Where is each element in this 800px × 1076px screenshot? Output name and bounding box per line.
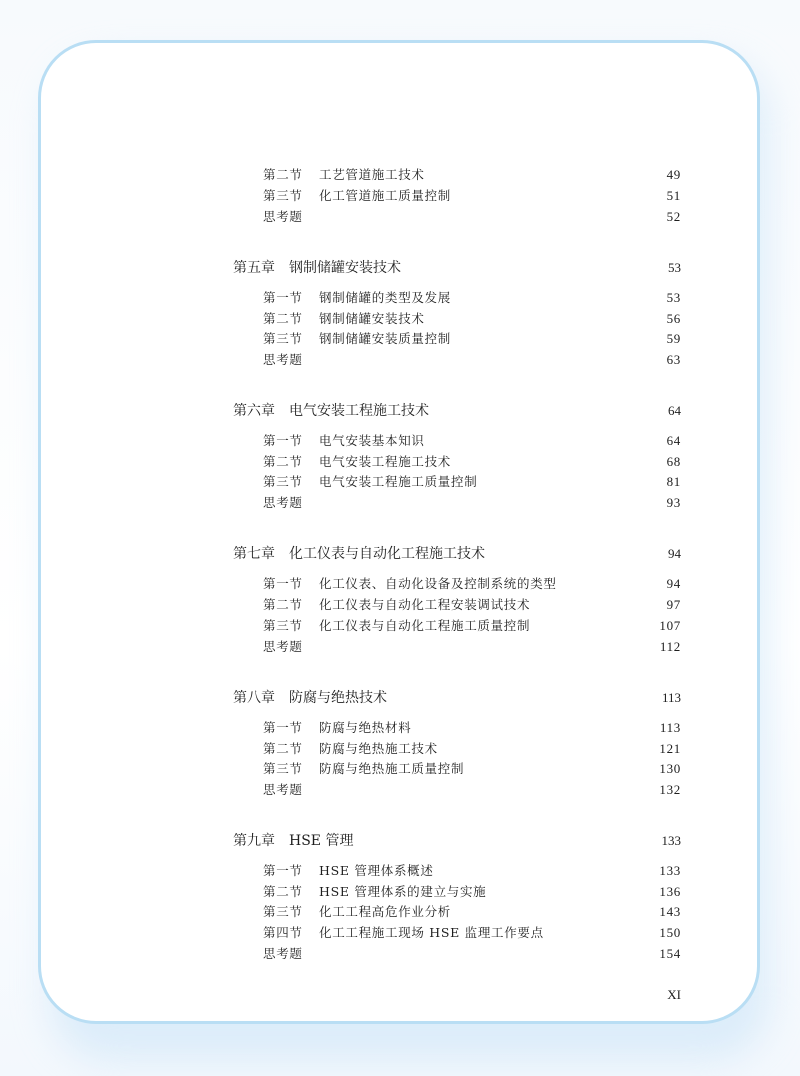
page-number: 68 bbox=[666, 454, 681, 469]
chapter-title: 化工仪表与自动化工程施工技术 bbox=[289, 546, 485, 562]
page-number: 59 bbox=[666, 331, 681, 346]
section-number: 第二节 bbox=[263, 311, 303, 326]
page-number: 143 bbox=[659, 904, 681, 919]
page-number: 107 bbox=[659, 618, 681, 633]
section-title: 思考题 bbox=[263, 946, 303, 961]
toc-chapter-row[interactable] bbox=[233, 688, 681, 708]
toc-section-row[interactable] bbox=[263, 923, 681, 943]
section-title: 工艺管道施工技术 bbox=[319, 167, 425, 182]
page-number: 64 bbox=[666, 433, 681, 448]
toc-section-row[interactable] bbox=[263, 329, 681, 349]
section-title: 思考题 bbox=[263, 209, 303, 224]
section-title: 化工管道施工质量控制 bbox=[319, 188, 452, 203]
page-number: 133 bbox=[661, 833, 681, 848]
toc-questions-row[interactable] bbox=[263, 637, 681, 657]
section-title: 防腐与绝热材料 bbox=[319, 720, 412, 735]
toc-section-row[interactable] bbox=[263, 288, 681, 308]
section-number: 第二节 bbox=[263, 741, 303, 756]
section-number: 第二节 bbox=[263, 454, 303, 469]
page-number: 136 bbox=[659, 884, 681, 899]
toc-section-row[interactable] bbox=[263, 882, 681, 902]
chapter-title: 钢制储罐安装技术 bbox=[289, 260, 401, 276]
toc-section-row[interactable] bbox=[263, 186, 681, 206]
section-title: 化工仪表与自动化工程施工质量控制 bbox=[319, 618, 531, 633]
page-number: 51 bbox=[666, 188, 681, 203]
page-number: 52 bbox=[666, 209, 681, 224]
page-number: 49 bbox=[666, 167, 681, 182]
toc-section-row[interactable] bbox=[263, 309, 681, 329]
toc-section-row[interactable] bbox=[263, 165, 681, 185]
section-title: 化工仪表、自动化设备及控制系统的类型 bbox=[319, 576, 557, 591]
section-number: 第三节 bbox=[263, 761, 303, 776]
section-number: 第三节 bbox=[263, 331, 303, 346]
page-number: 132 bbox=[659, 782, 681, 797]
section-number: 第二节 bbox=[263, 597, 303, 612]
page-number: 150 bbox=[659, 925, 681, 940]
section-number: 第二节 bbox=[263, 167, 303, 182]
toc-section-row[interactable] bbox=[263, 431, 681, 451]
toc-section-row[interactable] bbox=[263, 616, 681, 636]
page-number: 154 bbox=[659, 946, 681, 961]
toc-questions-row[interactable] bbox=[263, 350, 681, 370]
section-number: 第一节 bbox=[263, 576, 303, 591]
chapter-number: 第五章 bbox=[233, 260, 275, 276]
toc-questions-row[interactable] bbox=[263, 780, 681, 800]
section-number: 第四节 bbox=[263, 925, 303, 940]
toc-chapter-row[interactable] bbox=[233, 401, 681, 421]
toc-section-row[interactable] bbox=[263, 739, 681, 759]
page-number: 133 bbox=[659, 863, 681, 878]
toc-section-row[interactable] bbox=[263, 574, 681, 594]
section-number: 第一节 bbox=[263, 290, 303, 305]
page-number: 113 bbox=[659, 720, 681, 735]
chapter-number: 第九章 bbox=[233, 833, 275, 849]
toc-page bbox=[38, 40, 760, 1024]
page-number: 64 bbox=[668, 403, 681, 418]
folio-page-number: XI bbox=[667, 987, 681, 1002]
chapter-title: HSE 管理 bbox=[289, 833, 354, 849]
page-number: 63 bbox=[666, 352, 681, 367]
section-number: 第三节 bbox=[263, 474, 303, 489]
section-title: 电气安装工程施工质量控制 bbox=[319, 474, 478, 489]
section-title: 防腐与绝热施工技术 bbox=[319, 741, 438, 756]
section-title: 思考题 bbox=[263, 782, 303, 797]
toc-chapter-row[interactable] bbox=[233, 831, 681, 851]
page-number: 53 bbox=[666, 290, 681, 305]
page-number: 113 bbox=[661, 690, 681, 705]
section-number: 第一节 bbox=[263, 433, 303, 448]
toc-section-row[interactable] bbox=[263, 452, 681, 472]
page-number: 94 bbox=[668, 546, 681, 561]
chapter-number: 第六章 bbox=[233, 403, 275, 419]
chapter-number: 第七章 bbox=[233, 546, 275, 562]
toc-section-row[interactable] bbox=[263, 718, 681, 738]
section-title: HSE 管理体系的建立与实施 bbox=[319, 884, 487, 899]
section-title: 钢制储罐安装技术 bbox=[319, 311, 425, 326]
page-number: 94 bbox=[666, 576, 681, 591]
page-number: 130 bbox=[659, 761, 681, 776]
toc-questions-row[interactable] bbox=[263, 944, 681, 964]
section-number: 第三节 bbox=[263, 188, 303, 203]
chapter-number: 第八章 bbox=[233, 690, 275, 706]
section-number: 第二节 bbox=[263, 884, 303, 899]
section-title: 电气安装基本知识 bbox=[319, 433, 425, 448]
page-number: 81 bbox=[666, 474, 681, 489]
toc-section-row[interactable] bbox=[263, 759, 681, 779]
toc-chapter-row[interactable] bbox=[233, 544, 681, 564]
section-title: 化工工程高危作业分析 bbox=[319, 904, 452, 919]
toc-questions-row[interactable] bbox=[263, 493, 681, 513]
toc-section-row[interactable] bbox=[263, 472, 681, 492]
toc-section-row[interactable] bbox=[263, 902, 681, 922]
chapter-title: 电气安装工程施工技术 bbox=[289, 403, 429, 419]
section-title: 化工仪表与自动化工程安装调试技术 bbox=[319, 597, 531, 612]
page-number: 53 bbox=[668, 260, 681, 275]
section-title: 化工工程施工现场 HSE 监理工作要点 bbox=[319, 925, 544, 940]
section-title: 思考题 bbox=[263, 495, 303, 510]
chapter-title: 防腐与绝热技术 bbox=[289, 690, 387, 706]
page-number: 56 bbox=[666, 311, 681, 326]
section-title: 防腐与绝热施工质量控制 bbox=[319, 761, 465, 776]
section-title: 电气安装工程施工技术 bbox=[319, 454, 452, 469]
section-number: 第三节 bbox=[263, 904, 303, 919]
page-number: 97 bbox=[666, 597, 681, 612]
section-title: 思考题 bbox=[263, 352, 303, 367]
section-number: 第一节 bbox=[263, 720, 303, 735]
section-title: 钢制储罐安装质量控制 bbox=[319, 331, 452, 346]
toc-questions-row[interactable] bbox=[263, 207, 681, 227]
section-title: HSE 管理体系概述 bbox=[319, 863, 434, 878]
toc-section-row[interactable] bbox=[263, 861, 681, 881]
page-number: 93 bbox=[666, 495, 681, 510]
page-number: 121 bbox=[659, 741, 681, 756]
page-number: 112 bbox=[659, 639, 681, 654]
section-title: 钢制储罐的类型及发展 bbox=[319, 290, 452, 305]
section-title: 思考题 bbox=[263, 639, 303, 654]
toc-section-row[interactable] bbox=[263, 595, 681, 615]
toc-chapter-row[interactable] bbox=[233, 258, 681, 278]
section-number: 第一节 bbox=[263, 863, 303, 878]
section-number: 第三节 bbox=[263, 618, 303, 633]
